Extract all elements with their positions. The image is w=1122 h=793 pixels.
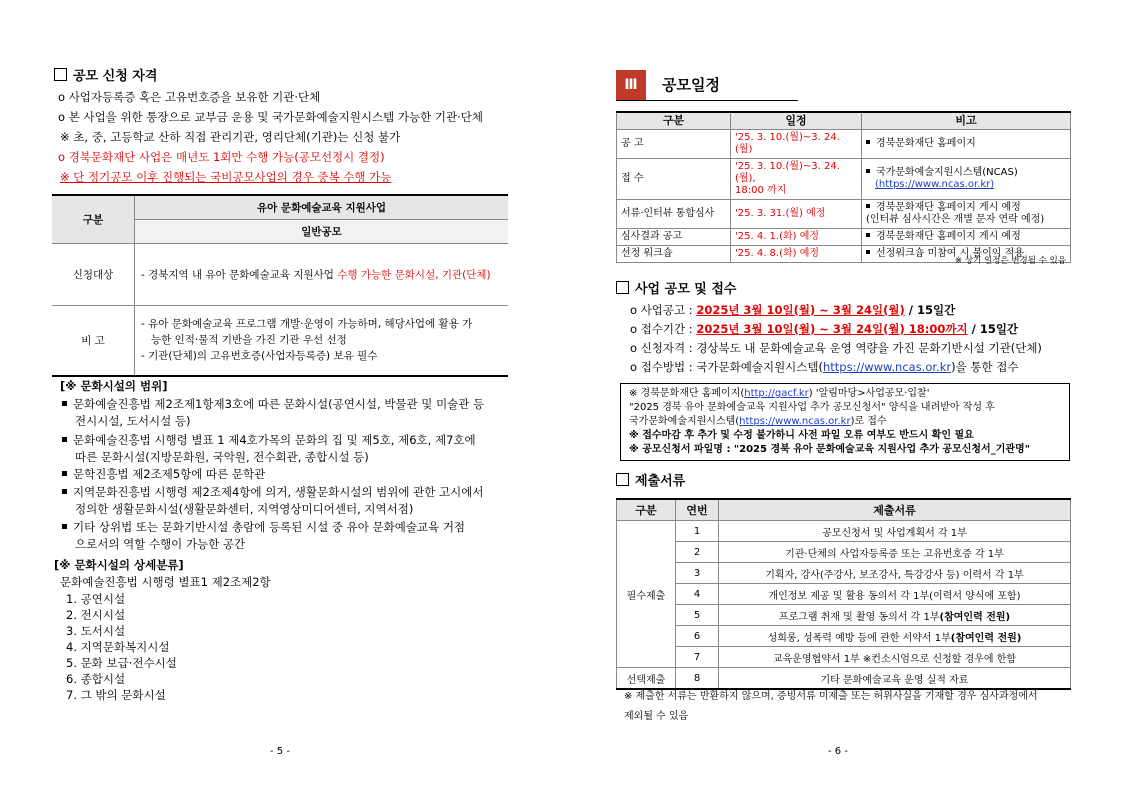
qual-item-3: o 경북문화재단 사업은 매년도 1회만 수행 가능(공모선정시 결정) (58, 150, 385, 164)
apply-method-line: o 접수방법 : 국가문화예술지원시스템(https://www.ncas.or.kr)을 통한 접수 (630, 360, 1019, 374)
detail-subtitle: 문화예술진흥법 시행령 별표1 제2조제2항 (60, 575, 271, 589)
scope-line-1: 문화예술진흥법 제2조제1항제3호에 따른 문화시설(공연시설, 박물관 및 미술관 등 (62, 396, 484, 412)
detail-item: 6. 종합시설 (66, 672, 126, 686)
table-row: 심사결과 공고 '25. 4. 1.(화) 예정 경북문화재단 홈페이지 게시 예정 (617, 229, 1071, 246)
docs-note-1: ※ 제출한 서류는 반환하지 않으며, 증빙서류 미제출 또는 허위사실을 기재할 경우 심사과정에서 (624, 691, 1038, 702)
section-number-badge: Ⅲ (616, 70, 646, 100)
checkbox-square-icon (54, 68, 67, 81)
detail-item: 7. 그 밖의 문화시설 (66, 688, 166, 702)
gacf-link[interactable]: http://gacf.kr (744, 388, 809, 399)
row-target-text: - 경북지역 내 유아 문화예술교육 지원사업 수행 가능한 문화시설, 기관(단체) (135, 244, 509, 306)
table-head-program: 유아 문화예술교육 지원사업 (135, 195, 509, 220)
scope-line-2: 전시시설, 도서시설 등) (75, 414, 191, 428)
page-number-right: - 6 - (828, 746, 848, 757)
schedule-note: ※ 상기 일정은 변경될 수 있음 (955, 256, 1066, 266)
row-label-remarks: 비 고 (52, 306, 135, 376)
ncas-link[interactable]: https://www.ncas.or.kr (823, 360, 952, 374)
docs-group-optional: 선택제출 (617, 668, 676, 690)
scope-line-4: 따른 문화시설(지방문화원, 국악원, 전수회관, 종합시설 등) (75, 450, 369, 464)
scope-line-6: 지역문화진흥법 시행령 제2조제4항에 의거, 생활문화시설의 범위에 관한 고시에서 (62, 484, 483, 500)
notice-box: ※ 경북문화재단 홈페이지(http://gacf.kr) '알림마당>사업공모·입찰' "2025 경북 유아 문화예술교육 지원사업 추가 공모신청서" 양식을 내려받아 작성 후 국가문화예술지원시스템(https://www.ncas.or.kr)로 접수 ※ 접수마감 후 추가 및 수정 불가하니 사전 파일 오류 여부도 반드시 확인 필요 ※ 공모신청서 파일명 : "2025 경북 유아 문화예술교육 지원사업 추가 공모신청서_기관명" (620, 383, 1070, 461)
row-remarks-text: - 유아 문화예술교육 프로그램 개발·운영이 가능하며, 해당사업에 활용 가 능한 인적·물적 기반을 가진 기관 우선 선정 - 기관(단체)의 고유번호증(사업자등록증) 보유 필수 (135, 306, 509, 376)
ncas-link[interactable]: (https://www.ncas.or.kr) (875, 179, 995, 190)
table-row: 7 교육운영협약서 1부 ※컨소시엄으로 신청할 경우에 한함 (617, 647, 1071, 668)
page-number-left: - 5 - (270, 746, 290, 757)
table-row: 필수제출 1 공모신청서 및 사업계획서 각 1부 (617, 521, 1071, 542)
scope-line-9: 으로서의 역할 수행이 가능한 공간 (75, 537, 246, 551)
ncas-link[interactable]: https://www.ncas.or.kr (739, 416, 851, 427)
docs-heading: 제출서류 (616, 470, 685, 489)
qual-item-2: o 본 사업을 위한 통장으로 교부금 운용 및 국가문화예술지원시스템 가능한 기관·단체 (58, 110, 483, 124)
table-row: 6 성희롱, 성폭력 예방 등에 관한 서약서 1부(참여인력 전원) (617, 626, 1071, 647)
detail-title: [※ 문화시설의 상세분류] (54, 558, 184, 572)
detail-item: 5. 문화 보급·전수시설 (66, 656, 177, 670)
qual-note-2: ※ 단 정기공모 이후 진행되는 국비공모사업의 경우 중복 수행 가능 (60, 170, 392, 184)
table-head-general: 일반공모 (135, 220, 509, 244)
eligibility-table (52, 194, 508, 377)
apply-notice-line: o 사업공고 : 2025년 3월 10일(월) ~ 3월 24일(월) / 15일간 (630, 303, 956, 317)
apply-heading: 사업 공모 및 접수 (616, 278, 736, 297)
scope-line-3: 문화예술진흥법 시행령 별표 1 제4호가목의 문화의 집 및 제5호, 제6호, 제7호에 (62, 432, 476, 448)
table-row: 접 수 '25. 3. 10.(월)~3. 24.(월), 18:00 까지 국가문화예술지원시스템(NCAS) (https://www.ncas.or.kr) (617, 159, 1071, 200)
col-category: 구분 (52, 195, 135, 244)
qual-note-1: ※ 초, 중, 고등학교 산하 직접 관리기관, 영리단체(기관)는 신청 불가 (60, 130, 401, 144)
detail-item: 2. 전시시설 (66, 608, 126, 622)
schedule-table (616, 111, 1071, 263)
scope-title: [※ 문화시설의 범위] (60, 379, 168, 393)
table-row: 3 기획자, 강사(주강사, 보조강사, 특강강사 등) 이력서 각 1부 (617, 563, 1071, 584)
table-row: 선택제출 8 기타 문화예술교육 운영 실적 자료 (617, 668, 1071, 690)
detail-item: 3. 도서시설 (66, 624, 126, 638)
row-label-target: 신청대상 (52, 244, 135, 306)
table-row: 2 기관·단체의 사업자등록증 또는 고유번호증 각 1부 (617, 542, 1071, 563)
checkbox-square-icon (616, 281, 629, 294)
section-title: 공모일정 (662, 76, 720, 94)
checkbox-square-icon (616, 473, 629, 486)
table-row: 5 프로그램 취재 및 촬영 동의서 각 1부(참여인력 전원) (617, 605, 1071, 626)
detail-item: 4. 지역문화복지시설 (66, 640, 170, 654)
documents-table: 구분 연번 제출서류 필수제출 1 공모신청서 및 사업계획서 각 1부 2 기관·단체의 사업자등록증 또는 고유번호증 각 1부 3 기획자, 강사(주강사, 보조강사, 특강강사 등) 이력서 각 1부 4 개인정보 제공 및 활용 동의서 각 1부(이력서 양식에 포함) 5 프로그램 취재 및 촬영 동의서 각 1부(참여인력 전원) 6 성희롱, 성폭력 예방 등에 관한 서약서 1부(참여인력 전원) 7 교육운영협약서 1부 ※컨소시엄으로 신청할 경우에 한함 선택제출 8 기타 문화예술교육 운영 실적 자료 (616, 498, 1071, 690)
schedule-head: 일정 (731, 112, 862, 130)
qualification-heading: 공모 신청 자격 (54, 65, 157, 84)
docs-group-required: 필수제출 (617, 521, 676, 668)
schedule-head: 비고 (862, 112, 1071, 130)
schedule-head: 구분 (617, 112, 731, 130)
docs-note-2: 제외될 수 있음 (624, 711, 689, 722)
table-row: 4 개인정보 제공 및 활용 동의서 각 1부(이력서 양식에 포함) (617, 584, 1071, 605)
qual-item-1: o 사업자등록증 혹은 고유번호증을 보유한 기관·단체 (58, 90, 321, 104)
table-row: 공 고 '25. 3. 10.(월)~3. 24.(월) 경북문화재단 홈페이지 (617, 130, 1071, 159)
table-row: 서류·인터뷰 통합심사 '25. 3. 31.(월) 예정 경북문화재단 홈페이지 게시 예정 (인터뷰 심사시간은 개별 문자 연락 예정) (617, 200, 1071, 229)
apply-period-line: o 접수기간 : 2025년 3월 10일(월) ~ 3월 24일(월) 18:00까지 / 15일간 (630, 322, 1019, 336)
section-header (616, 70, 798, 101)
apply-eligibility-line: o 신청자격 : 경상북도 내 문화예술교육 운영 역량을 가진 문화기반시설 기관(단체) (630, 341, 1042, 355)
scope-line-5: 문학진흥법 제2조제5항에 따른 문학관 (62, 466, 265, 482)
table-row: 선정 워크숍 '25. 4. 8.(화) 예정 선정워크숍 미참여 시 불이익 적용 (617, 246, 1071, 263)
scope-line-8: 기타 상위법 또는 문화기반시설 총람에 등록된 시설 중 유아 문화예술교육 거점 (62, 519, 465, 535)
scope-line-7: 정의한 생활문화시설(생활문화센터, 지역영상미디어센터, 지역서점) (75, 502, 414, 516)
detail-item: 1. 공연시설 (66, 592, 126, 606)
